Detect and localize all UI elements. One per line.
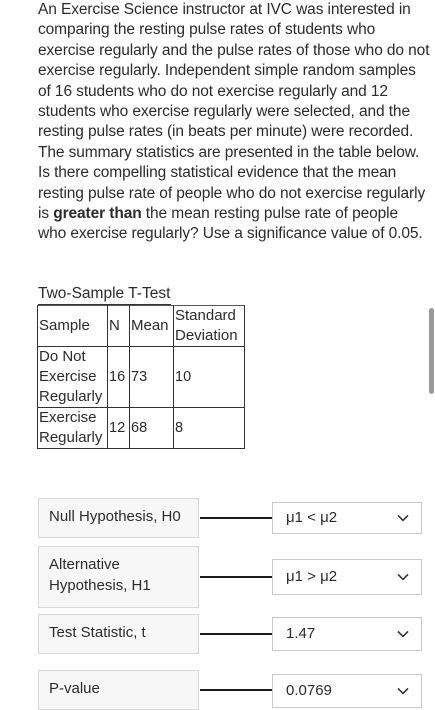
alternative-hypothesis-label: Alternative Hypothesis, H1 (38, 546, 199, 608)
match-row-test-statistic (38, 614, 423, 654)
header-mean: Mean (130, 306, 174, 347)
cell-sd: 10 (174, 347, 245, 408)
cell-n: 16 (108, 347, 130, 408)
p-value-value: 0.0769 (286, 682, 332, 699)
table-header-row (38, 306, 245, 347)
match-row-p-value (38, 670, 423, 710)
connector-line (200, 633, 272, 635)
p-value-label: P-value (38, 670, 199, 710)
table-row (38, 347, 245, 408)
connector-line (200, 689, 272, 691)
table-title: Two-Sample T-Test (38, 284, 171, 305)
cell-sd: 8 (174, 408, 245, 449)
alternative-hypothesis-value: μ1 > μ2 (286, 568, 338, 585)
table-row (38, 408, 245, 449)
question-part-2: the mean resting pulse rate of people who exercise regularly? Use a significance value of 0.05. (38, 205, 423, 243)
alternative-hypothesis-select[interactable] (272, 559, 422, 595)
chevron-down-icon (397, 511, 409, 523)
cell-mean: 73 (130, 347, 174, 408)
cell-sample: Exercise Regularly (38, 408, 108, 449)
header-n: N (108, 306, 130, 347)
chevron-down-icon (397, 627, 409, 639)
cell-n: 12 (108, 408, 130, 449)
question-text (38, 0, 430, 245)
match-row-null (38, 498, 423, 538)
header-sd: Standard Deviation (174, 306, 245, 347)
summary-table (37, 305, 245, 449)
test-statistic-value: 1.47 (286, 625, 316, 642)
test-statistic-select[interactable] (272, 617, 422, 651)
null-hypothesis-value: μ1 < μ2 (286, 509, 338, 526)
chevron-down-icon (397, 570, 409, 582)
connector-line (200, 576, 272, 578)
null-hypothesis-select[interactable] (272, 502, 422, 534)
scrollbar[interactable] (429, 308, 434, 394)
chevron-down-icon (397, 684, 409, 696)
header-sample: Sample (38, 306, 108, 347)
match-row-alternative (38, 546, 423, 608)
question-emphasis: greater than (53, 205, 142, 223)
cell-mean: 68 (130, 408, 174, 449)
p-value-select[interactable] (272, 674, 422, 708)
null-hypothesis-label: Null Hypothesis, H0 (38, 498, 199, 538)
connector-line (200, 517, 272, 519)
cell-sample: Do Not Exercise Regularly (38, 347, 108, 408)
test-statistic-label: Test Statistic, t (38, 614, 199, 654)
question-part-1: An Exercise Science instructor at IVC was interested in comparing the resting pulse rates of students who exercise regularly and the pulse rates of those who do not exercise regularly. Independent simple random samples of 16 students who do not exercise regularly and 12 students who exercise regularly were selected, and the resting pulse rates (in beats per minute) were recorded. The summary statistics are presented in the table below. Is there compelling statistical evidence that the mean resting pulse rate of people who do not exercise regularly is (38, 1, 430, 223)
